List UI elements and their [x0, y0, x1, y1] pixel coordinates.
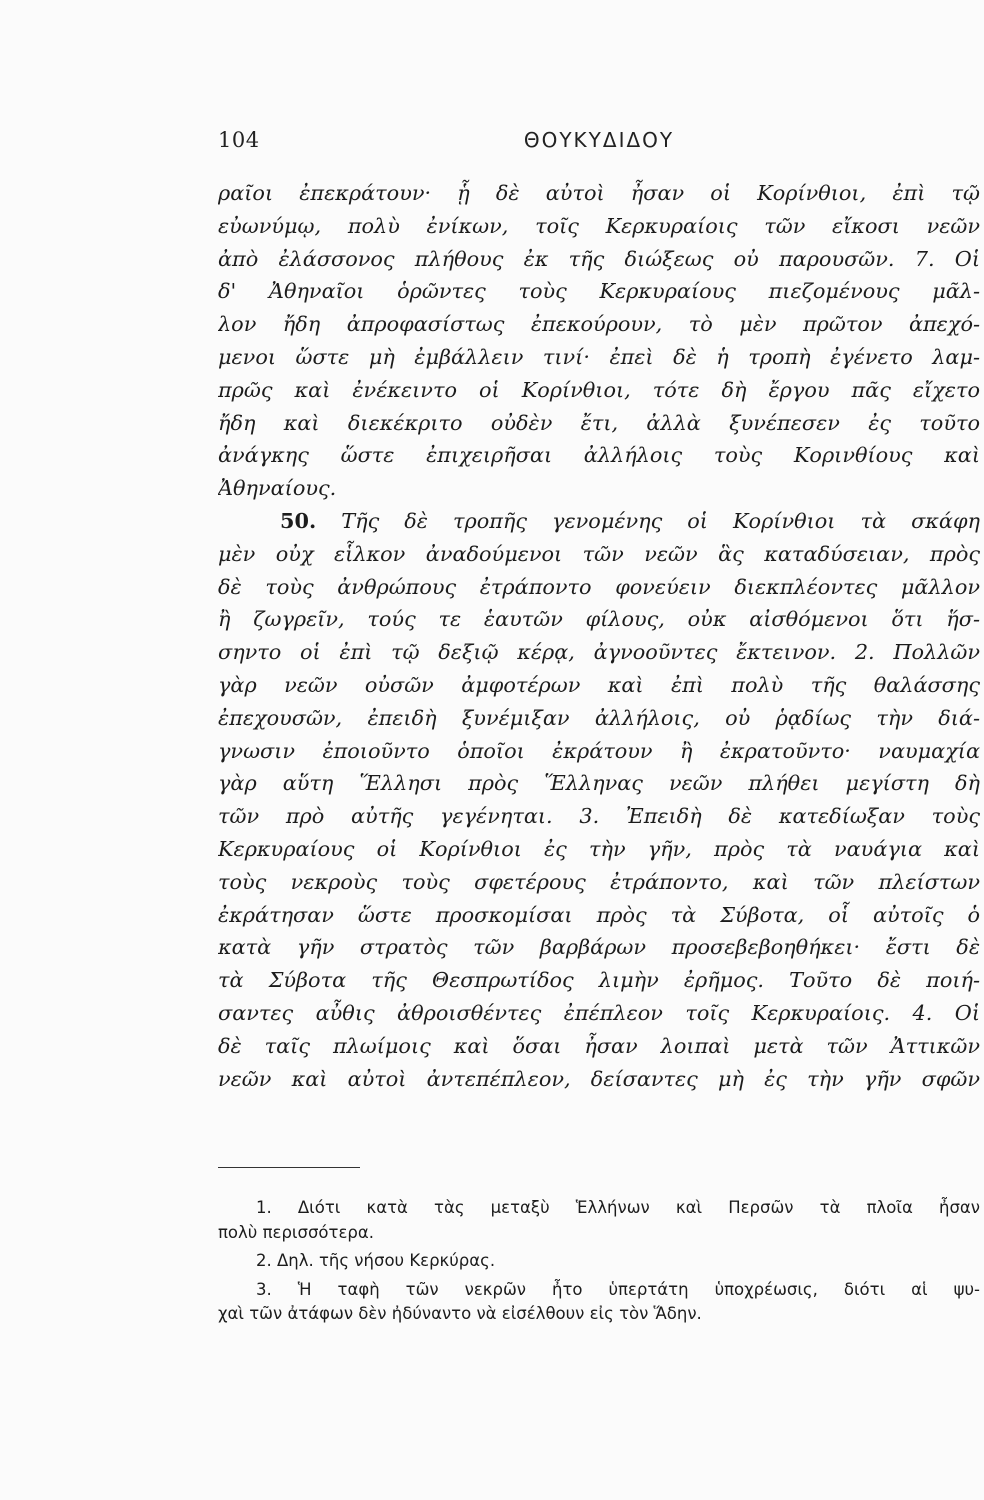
text-line: γνωσιν ἐποιοῦντο ὁποῖοι ἐκράτουν ἢ ἐκρατοῦντο· ναυμαχία	[218, 738, 980, 763]
footnotes	[218, 1196, 980, 1327]
footnote-divider	[218, 1167, 360, 1168]
text-line: τῶν πρὸ αὐτῆς γεγένηται. 3. Ἐπειδὴ δὲ κατεδίωξαν τοὺς	[218, 804, 980, 829]
main-text	[218, 177, 980, 1095]
text-line: κατὰ γῆν στρατὸς τῶν βαρβάρων προσεβεβοηθήκει· ἔστι δὲ	[218, 935, 980, 960]
text-line: δὲ τοὺς ἀνθρώπους ἐτράποντο φονεύειν διεκπλέοντες μᾶλλον	[218, 574, 980, 599]
text-line: ἀνάγκης ὥστε ἐπιχειρῆσαι ἀλλήλοις τοὺς Κορινθίους καὶ	[218, 443, 980, 468]
text-line: γὰρ νεῶν οὐσῶν ἀμφοτέρων καὶ ἐπὶ πολὺ τῆς θαλάσσης	[218, 672, 980, 697]
text-line: Ἀθηναίους.	[218, 476, 337, 501]
footnote-1-line: 1. Διότι κατὰ τὰς μεταξὺ Ἑλλήνων καὶ Περσῶν τὰ πλοῖα ἦσαν	[256, 1198, 980, 1217]
footnote-2-line: 2. Δηλ. τῆς νήσου Κερκύρας.	[256, 1251, 496, 1271]
text-line: λον ἤδη ἀπροφασίστως ἐπεκούρουν, τὸ μὲν πρῶτον ἀπεχό-	[218, 312, 980, 337]
text-line: ἤδη καὶ διεκέκριτο οὐδὲν ἔτι, ἀλλὰ ξυνέπεσεν ἐς τοῦτο	[218, 410, 980, 435]
text-line: σηντο οἱ ἐπὶ τῷ δεξιῷ κέρᾳ, ἀγνοοῦντες ἔκτεινον. 2. Πολλῶν	[218, 640, 980, 665]
text-line: ἐκράτησαν ὥστε προσκομίσαι πρὸς τὰ Σύβοτα, οἷ αὐτοῖς ὁ	[218, 902, 980, 927]
text-line: Κερκυραίους οἱ Κορίνθιοι ἐς τὴν γῆν, πρὸς τὰ ναυάγια καὶ	[218, 836, 980, 861]
footnote-3-line: 3. Ἡ ταφὴ τῶν νεκρῶν ἦτο ὑπερτάτη ὑποχρέωσις, διότι αἱ ψυ-	[256, 1279, 980, 1299]
section-first-line-text: Τῆς δὲ τροπῆς γενομένης οἱ Κορίνθιοι τὰ σκάφη	[341, 508, 980, 533]
text-line: δ' Ἀθηναῖοι ὁρῶντες τοὺς Κερκυραίους πιεζομένους μᾶλ-	[218, 279, 980, 304]
text-line: πρῶς καὶ ἐνέκειντο οἱ Κορίνθιοι, τότε δὴ ἔργου πᾶς εἴχετο	[218, 377, 980, 402]
text-line: ραῖοι ἐπεκράτουν· ᾗ δὲ αὐτοὶ ἦσαν οἱ Κορίνθιοι, ἐπὶ τῷ	[218, 181, 980, 205]
footnote-1-line: πολὺ περισσότερα.	[218, 1222, 374, 1242]
text-line: δὲ ταῖς πλωίμοις καὶ ὅσαι ἦσαν λοιπαὶ μετὰ τῶν Ἀττικῶν	[218, 1033, 980, 1058]
text-line: γὰρ αὕτη Ἕλλησι πρὸς Ἕλληνας νεῶν πλήθει μεγίστη δὴ	[218, 771, 980, 796]
text-line: μενοι ὥστε μὴ ἐμβάλλειν τινί· ἐπεὶ δὲ ἡ τροπὴ ἐγένετο λαμ-	[218, 344, 980, 369]
page-header	[218, 128, 980, 162]
section-number: 50.	[280, 507, 317, 533]
text-line: εὐωνύμῳ, πολὺ ἐνίκων, τοῖς Κερκυραίοις τῶν εἴκοσι νεῶν	[218, 213, 980, 238]
text-line: νεῶν καὶ αὐτοὶ ἀντεπέπλεον, δείσαντες μὴ ἐς τὴν γῆν σφῶν	[218, 1066, 980, 1091]
text-line: ἀπὸ ἐλάσσονος πλήθους ἐκ τῆς διώξεως οὐ παρουσῶν. 7. Οἱ	[218, 246, 980, 271]
footnote-3-line: χαὶ τῶν ἀτάφων δὲν ἠδύναντο νὰ εἰσέλθουν εἰς τὸν Ἅδην.	[218, 1304, 702, 1324]
text-line: τὰ Σύβοτα τῆς Θεσπρωτίδος λιμὴν ἐρῆμος. Τοῦτο δὲ ποιή-	[218, 968, 980, 993]
text-line: ἢ ζωγρεῖν, τούς τε ἑαυτῶν φίλους, οὐκ αἰσθόμενοι ὅτι ἥσ-	[218, 607, 980, 632]
running-title: ΘΟΥΚΥΔΙΔΟΥ	[523, 128, 675, 152]
text-line: τοὺς νεκροὺς τοὺς σφετέρους ἐτράποντο, καὶ τῶν πλείστων	[218, 869, 980, 894]
text-line: ἐπεχουσῶν, ἐπειδὴ ξυνέμιξαν ἀλλήλοις, οὐ ῥᾳδίως τὴν διά-	[218, 705, 980, 730]
section-start-line	[218, 505, 980, 538]
page-number: 104	[218, 128, 260, 152]
text-line: μὲν οὐχ εἷλκον ἀναδούμενοι τῶν νεῶν ἃς καταδύσειαν, πρὸς	[218, 541, 980, 566]
text-line: σαντες αὖθις ἀθροισθέντες ἐπέπλεον τοῖς Κερκυραίοις. 4. Οἱ	[218, 1000, 980, 1025]
